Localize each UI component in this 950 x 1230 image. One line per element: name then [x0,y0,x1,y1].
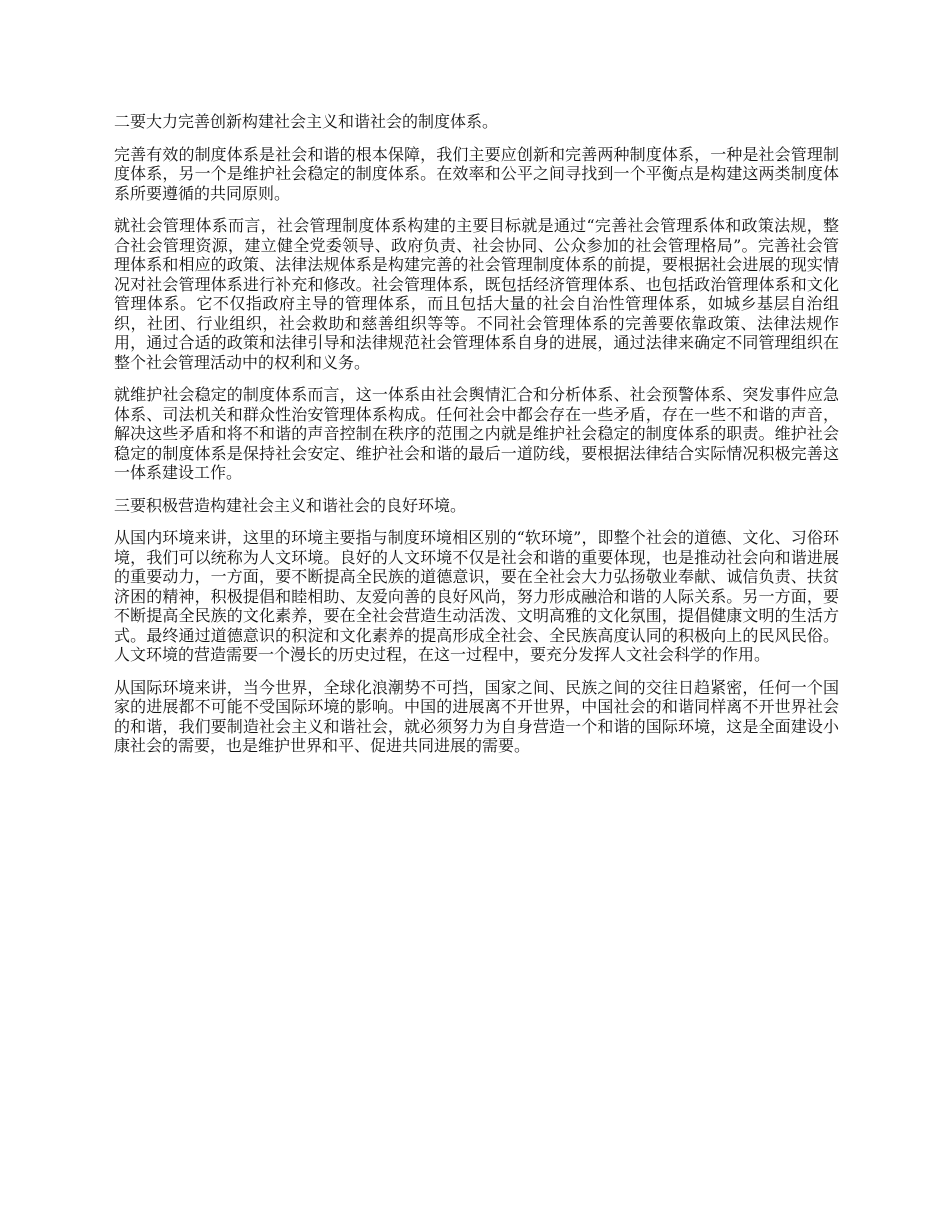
section-heading-2: 二要大力完善创新构建社会主义和谐社会的制度体系。 [114,112,499,131]
paragraph-social-management: 就社会管理体系而言，社会管理制度体系构建的主要目标就是通过“完善社会管理系体和政策法规，整合社会管理资源，建立健全党委领导、政府负责、社会协同、公众参加的社会管理格局”。完善社会管理体系和相应的政策、法律法规体系是构建完善的社会管理制度体系的前提，要根据社会进展的现实情况对社会管理体系进行补充和修改。社会管理体系，既包括经济管理体系、也包括政治管理体系和文化管理体系。它不仅指政府主导的管理体系，而且包括大量的社会自治性管理体系，如城乡基层自治组织，社团、行业组织，社会救助和慈善组织等等。不同社会管理体系的完善要依靠政策、法律法规作用，通过合适的政策和法律引导和法律规范社会管理体系自身的进展，通过法律来确定不同管理组织在整个社会管理活动中的权利和义务。 [114,216,839,372]
paragraph-international-environment: 从国际环境来讲，当今世界，全球化浪潮势不可挡，国家之间、民族之间的交往日趋紧密，任何一个国家的进展都不可能不受国际环境的影响。中国的进展离不开世界，中国社会的和谐同样离不开世界社会的和谐，我们要制造社会主义和谐社会，就必须努力为自身营造一个和谐的国际环境，这是全面建设小康社会的需要，也是维护世界和平、促进共同进展的需要。 [114,677,839,755]
paragraph-social-stability: 就维护社会稳定的制度体系而言，这一体系由社会舆情汇合和分析体系、社会预警体系、突发事件应急体系、司法机关和群众性治安管理体系构成。任何社会中都会存在一些矛盾，存在一些不和谐的声音，解决这些矛盾和将不和谐的声音控制在秩序的范围之内就是维护社会稳定的制度体系的职责。维护社会稳定的制度体系是保持社会安定、维护社会和谐的最后一道防线，要根据法律结合实际情况积极完善这一体系建设工作。 [114,385,839,482]
paragraph-institutional-system: 完善有效的制度体系是社会和谐的根本保障，我们主要应创新和完善两种制度体系，一种是社会管理制度体系，另一个是维护社会稳定的制度体系。在效率和公平之间寻找到一个平衡点是构建这两类制度体系所要遵循的共同原则。 [114,144,839,203]
paragraph-domestic-environment: 从国内环境来讲，这里的环境主要指与制度环境相区别的“软环境”，即整个社会的道德、文化、习俗环境，我们可以统称为人文环境。良好的人文环境不仅是社会和谐的重要体现，也是推动社会向和谐进展的重要动力，一方面，要不断提高全民族的道德意识，要在全社会大力弘扬敬业奉献、诚信负责、扶贫济困的精神，积极提倡和睦相助、友爱向善的良好风尚，努力形成融洽和谐的人际关系。另一方面，要不断提高全民族的文化素养，要在全社会营造生动活泼、文明高雅的文化氛围，提倡健康文明的生活方式。最终通过道德意识的积淀和文化素养的提高形成全社会、全民族高度认同的积极向上的民风民俗。人文环境的营造需要一个漫长的历史过程，在这一过程中，要充分发挥人文社会科学的作用。 [114,528,839,664]
section-heading-3: 三要积极营造构建社会主义和谐社会的良好环境。 [114,495,467,515]
document-body [114,112,839,769]
